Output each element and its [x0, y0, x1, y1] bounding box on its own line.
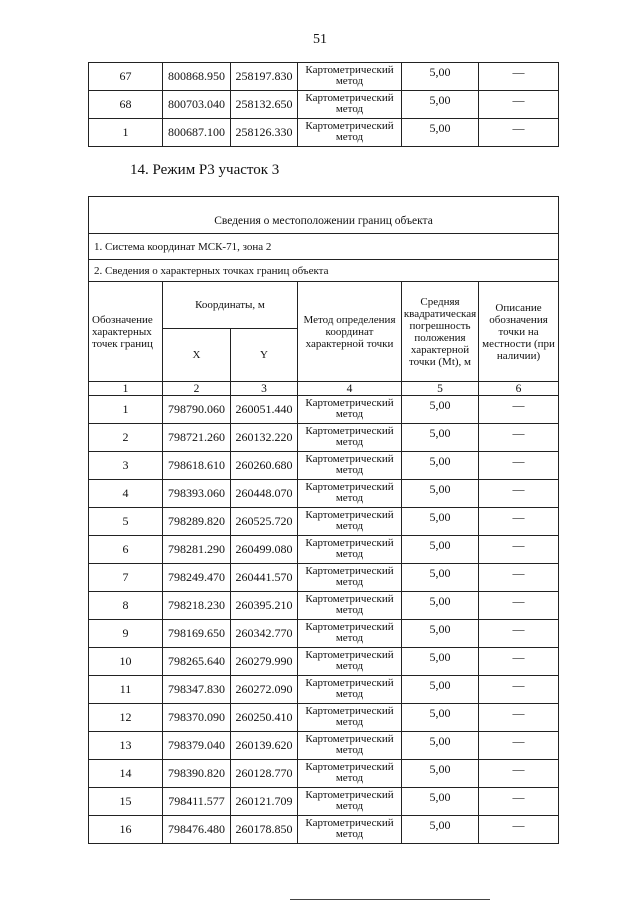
header-designation: Обозначение характерных точек границ: [89, 282, 163, 382]
coordinate-y: 260448.070: [231, 480, 298, 508]
column-number: 5: [402, 382, 479, 396]
description-dash: —: [479, 732, 559, 760]
point-number: 67: [89, 63, 163, 91]
method-text: Картометрический метод: [298, 536, 402, 564]
coordinate-y: 258126.330: [231, 119, 298, 147]
coordinate-y: 260499.080: [231, 536, 298, 564]
description-dash: —: [479, 816, 559, 844]
coordinate-x: 798289.820: [163, 508, 231, 536]
coordinate-x: 798370.090: [163, 704, 231, 732]
coordinate-y: 260051.440: [231, 396, 298, 424]
column-number: 2: [163, 382, 231, 396]
header-description: Описание обозначения точки на местности (при наличии): [479, 282, 559, 382]
point-number: 1: [89, 119, 163, 147]
coordinate-x: 798390.820: [163, 760, 231, 788]
method-text: Картометрический метод: [298, 620, 402, 648]
points-caption: 2. Сведения о характерных точках границ объекта: [89, 260, 559, 282]
coordinate-y: 260132.220: [231, 424, 298, 452]
coordinate-x: 798379.040: [163, 732, 231, 760]
point-number: 1: [89, 396, 163, 424]
point-number: 6: [89, 536, 163, 564]
description-dash: —: [479, 63, 559, 91]
description-dash: —: [479, 480, 559, 508]
method-text: Картометрический метод: [298, 396, 402, 424]
coordinate-x: 798721.260: [163, 424, 231, 452]
point-number: 12: [89, 704, 163, 732]
method-text: Картометрический метод: [298, 508, 402, 536]
boundary-points-header: [89, 197, 559, 396]
continued-points-body: [89, 63, 559, 147]
header-y: Y: [231, 329, 298, 382]
method-text: Картометрический метод: [298, 452, 402, 480]
column-number: 1: [89, 382, 163, 396]
description-dash: —: [479, 788, 559, 816]
method-text: Картометрический метод: [298, 704, 402, 732]
error-value: 5,00: [402, 648, 479, 676]
coordinate-y: 258197.830: [231, 63, 298, 91]
point-number: 16: [89, 816, 163, 844]
description-dash: —: [479, 620, 559, 648]
coordinate-y: 260250.410: [231, 704, 298, 732]
point-number: 4: [89, 480, 163, 508]
column-number: 4: [298, 382, 402, 396]
coordinate-y: 260139.620: [231, 732, 298, 760]
error-value: 5,00: [402, 676, 479, 704]
boundary-points-body: [89, 396, 559, 844]
error-value: 5,00: [402, 480, 479, 508]
column-number: 3: [231, 382, 298, 396]
description-dash: —: [479, 676, 559, 704]
error-value: 5,00: [402, 732, 479, 760]
error-value: 5,00: [402, 396, 479, 424]
table-row: [89, 63, 559, 91]
error-value: 5,00: [402, 536, 479, 564]
method-text: Картометрический метод: [298, 564, 402, 592]
error-value: 5,00: [402, 704, 479, 732]
header-method: Метод определения координат характерной точки: [298, 282, 402, 382]
point-number: 68: [89, 91, 163, 119]
boundary-points-table: [88, 196, 559, 844]
method-text: Картометрический метод: [298, 788, 402, 816]
bottom-rule: [290, 899, 490, 900]
table-row: [89, 91, 559, 119]
coordinate-y: 260121.709: [231, 788, 298, 816]
method-text: Картометрический метод: [298, 424, 402, 452]
coordinate-y: 258132.650: [231, 91, 298, 119]
table-row: [89, 676, 559, 704]
error-value: 5,00: [402, 816, 479, 844]
description-dash: —: [479, 760, 559, 788]
error-value: 5,00: [402, 592, 479, 620]
error-value: 5,00: [402, 91, 479, 119]
coordinate-x: 800687.100: [163, 119, 231, 147]
method-text: Картометрический метод: [298, 676, 402, 704]
table-row: [89, 704, 559, 732]
point-number: 7: [89, 564, 163, 592]
point-number: 5: [89, 508, 163, 536]
coordinate-system: 1. Система координат МСК-71, зона 2: [89, 234, 559, 260]
coordinate-x: 798476.480: [163, 816, 231, 844]
table-row: [89, 620, 559, 648]
coordinate-y: 260260.680: [231, 452, 298, 480]
coordinate-x: 798411.577: [163, 788, 231, 816]
error-value: 5,00: [402, 63, 479, 91]
method-text: Картометрический метод: [298, 592, 402, 620]
header-x: X: [163, 329, 231, 382]
description-dash: —: [479, 564, 559, 592]
coordinate-y: 260342.770: [231, 620, 298, 648]
error-value: 5,00: [402, 760, 479, 788]
method-text: Картометрический метод: [298, 63, 402, 91]
coordinate-y: 260128.770: [231, 760, 298, 788]
table-row: [89, 760, 559, 788]
error-value: 5,00: [402, 424, 479, 452]
point-number: 9: [89, 620, 163, 648]
coordinate-y: 260272.090: [231, 676, 298, 704]
method-text: Картометрический метод: [298, 480, 402, 508]
description-dash: —: [479, 396, 559, 424]
coordinate-x: 798169.650: [163, 620, 231, 648]
error-value: 5,00: [402, 788, 479, 816]
continued-points-table: [88, 62, 559, 147]
header-coordinates: Координаты, м: [163, 282, 298, 329]
description-dash: —: [479, 592, 559, 620]
coordinate-x: 798265.640: [163, 648, 231, 676]
table-row: [89, 732, 559, 760]
table-row: [89, 648, 559, 676]
table-row: [89, 424, 559, 452]
point-number: 11: [89, 676, 163, 704]
description-dash: —: [479, 704, 559, 732]
point-number: 10: [89, 648, 163, 676]
table-row: [89, 536, 559, 564]
table-row: [89, 508, 559, 536]
table-row: [89, 396, 559, 424]
coordinate-x: 798790.060: [163, 396, 231, 424]
table-row: [89, 480, 559, 508]
coordinate-x: 798618.610: [163, 452, 231, 480]
header-error: Средняя квадратическая погрешность положения характерной точки (Mt), м: [402, 282, 479, 382]
description-dash: —: [479, 648, 559, 676]
error-value: 5,00: [402, 452, 479, 480]
coordinate-x: 798218.230: [163, 592, 231, 620]
description-dash: —: [479, 119, 559, 147]
description-dash: —: [479, 536, 559, 564]
point-number: 14: [89, 760, 163, 788]
coordinate-y: 260441.570: [231, 564, 298, 592]
table-row: [89, 564, 559, 592]
coordinate-y: 260279.990: [231, 648, 298, 676]
column-number: 6: [479, 382, 559, 396]
coordinate-x: 798393.060: [163, 480, 231, 508]
coordinate-y: 260525.720: [231, 508, 298, 536]
description-dash: —: [479, 452, 559, 480]
description-dash: —: [479, 424, 559, 452]
coordinate-y: 260178.850: [231, 816, 298, 844]
method-text: Картометрический метод: [298, 648, 402, 676]
error-value: 5,00: [402, 119, 479, 147]
coordinate-y: 260395.210: [231, 592, 298, 620]
point-number: 3: [89, 452, 163, 480]
point-number: 8: [89, 592, 163, 620]
coordinate-x: 798281.290: [163, 536, 231, 564]
error-value: 5,00: [402, 620, 479, 648]
point-number: 2: [89, 424, 163, 452]
method-text: Картометрический метод: [298, 91, 402, 119]
page-number: 51: [313, 32, 327, 47]
method-text: Картометрический метод: [298, 760, 402, 788]
point-number: 15: [89, 788, 163, 816]
coordinate-x: 798249.470: [163, 564, 231, 592]
point-number: 13: [89, 732, 163, 760]
table-row: [89, 788, 559, 816]
table-row: [89, 592, 559, 620]
description-dash: —: [479, 508, 559, 536]
coordinate-x: 798347.830: [163, 676, 231, 704]
method-text: Картометрический метод: [298, 732, 402, 760]
table-row: [89, 119, 559, 147]
method-text: Картометрический метод: [298, 119, 402, 147]
coordinate-x: 800703.040: [163, 91, 231, 119]
section-heading: 14. Режим Р3 участок 3: [130, 162, 280, 178]
table-title: Сведения о местоположении границ объекта: [89, 197, 559, 234]
table-row: [89, 816, 559, 844]
coordinate-x: 800868.950: [163, 63, 231, 91]
table-row: [89, 452, 559, 480]
description-dash: —: [479, 91, 559, 119]
error-value: 5,00: [402, 508, 479, 536]
method-text: Картометрический метод: [298, 816, 402, 844]
error-value: 5,00: [402, 564, 479, 592]
